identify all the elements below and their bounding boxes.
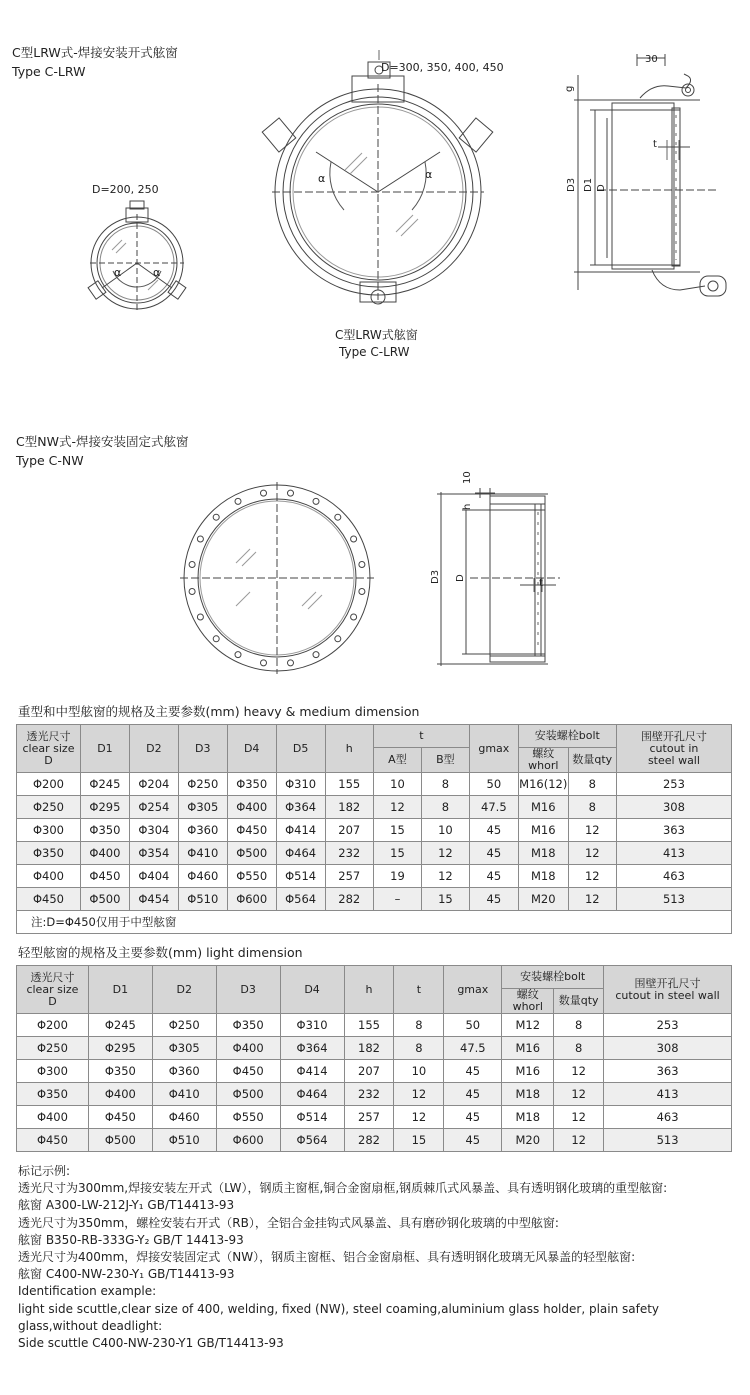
table-cell: Φ500: [216, 1083, 280, 1106]
table-cell: 282: [325, 888, 373, 911]
table1-header-d4: D4: [227, 725, 276, 773]
table1-header-qty: 数量qty: [568, 748, 616, 773]
table1-header-clear-size: 透光尺寸 clear size D: [17, 725, 81, 773]
table-cell: 8: [554, 1014, 604, 1037]
table-cell: Φ364: [280, 1037, 344, 1060]
table-cell: 10: [373, 773, 421, 796]
table-cell: 45: [469, 819, 518, 842]
bolt-hole: [261, 490, 267, 496]
table-cell: Φ350: [88, 1060, 152, 1083]
table-cell: Φ360: [178, 819, 227, 842]
table-cell: 15: [373, 819, 421, 842]
table-row: [17, 819, 732, 842]
section1-title-cn: C型LRW式-焊接安装开式舷窗: [12, 45, 178, 60]
table-cell: 8: [554, 1037, 604, 1060]
table-cell: Φ450: [80, 865, 129, 888]
table-cell: Φ245: [88, 1014, 152, 1037]
bolt-hole: [351, 536, 357, 542]
dim-d-label-nw: D: [455, 574, 466, 582]
table-cell: 12: [421, 842, 469, 865]
table1-header-t: t: [373, 725, 469, 748]
bolt-hole: [213, 636, 219, 642]
table-cell: Φ304: [129, 819, 178, 842]
table-cell: 45: [444, 1129, 502, 1152]
table-row: [17, 1060, 732, 1083]
small-size-label: D=200, 250: [92, 183, 159, 196]
table-cell: 8: [421, 796, 469, 819]
table-cell: 8: [421, 773, 469, 796]
table-cell: Φ514: [276, 865, 325, 888]
table-cell: Φ254: [129, 796, 178, 819]
table-cell: 232: [344, 1083, 394, 1106]
table-cell: 12: [554, 1060, 604, 1083]
table2-header-cutout: 围壁开孔尺寸 cutout in steel wall: [604, 966, 732, 1014]
table1-header-h: h: [325, 725, 373, 773]
table-cell: Φ250: [152, 1014, 216, 1037]
table1-note-row: [17, 911, 732, 934]
table-cell: 50: [469, 773, 518, 796]
table-cell: Φ350: [216, 1014, 280, 1037]
c-nw-front-view: [180, 482, 374, 674]
table2-header-t: t: [394, 966, 444, 1014]
table-cell: Φ250: [17, 796, 81, 819]
table-cell: Φ450: [17, 888, 81, 911]
table-cell: Φ295: [88, 1037, 152, 1060]
table-cell: Φ400: [216, 1037, 280, 1060]
dim-h-label: h: [462, 503, 473, 510]
table-cell: M20: [518, 888, 568, 911]
table-cell: M18: [502, 1083, 554, 1106]
table-cell: 45: [469, 865, 518, 888]
table-cell: 12: [373, 796, 421, 819]
table-cell: Φ500: [227, 842, 276, 865]
large-size-label: D=300, 350, 400, 450: [381, 61, 504, 74]
table-cell: Φ550: [216, 1106, 280, 1129]
table-cell: M18: [518, 865, 568, 888]
table2-header-d1: D1: [88, 966, 152, 1014]
note-line: 透光尺寸为300mm,焊接安装左开式（LW），钢质主窗框,铜合金窗扇框,钢质棘爪式风暴盖、具有透明钢化玻璃的重型舷窗:: [18, 1181, 668, 1196]
table-cell: Φ564: [276, 888, 325, 911]
table-cell: Φ250: [17, 1037, 89, 1060]
table-cell: –: [373, 888, 421, 911]
table-cell: Φ310: [280, 1014, 344, 1037]
table-cell: M18: [502, 1106, 554, 1129]
table2-header-gmax: gmax: [444, 966, 502, 1014]
table-cell: 8: [568, 796, 616, 819]
table-cell: Φ564: [280, 1129, 344, 1152]
table-cell: Φ350: [17, 842, 81, 865]
table-cell: 513: [616, 888, 731, 911]
table-cell: 207: [325, 819, 373, 842]
table1-header-t-a: A型: [373, 748, 421, 773]
table-cell: M16: [518, 819, 568, 842]
table-cell: Φ550: [227, 865, 276, 888]
table-cell: 10: [421, 819, 469, 842]
table-cell: 463: [604, 1106, 732, 1129]
table-cell: 45: [444, 1060, 502, 1083]
table-cell: Φ454: [129, 888, 178, 911]
bolt-hole: [335, 636, 341, 642]
section1-title-en: Type C-LRW: [12, 64, 86, 79]
note-line: light side scuttle,clear size of 400, welding, fixed (NW), steel coaming,aluminium glass holder, plain safety glass,without deadlight:: [18, 1301, 660, 1333]
table-row: [17, 1014, 732, 1037]
table-cell: 463: [616, 865, 731, 888]
table-cell: 413: [616, 842, 731, 865]
table-cell: Φ460: [178, 865, 227, 888]
heavy-medium-spec-table: [16, 724, 732, 934]
table-cell: Φ300: [17, 1060, 89, 1083]
table1-header-d1: D1: [80, 725, 129, 773]
table-cell: 8: [394, 1037, 444, 1060]
table-cell: Φ450: [17, 1129, 89, 1152]
table-cell: Φ245: [80, 773, 129, 796]
table-cell: 10: [394, 1060, 444, 1083]
alpha-label-small-right: α: [153, 266, 161, 279]
table-cell: Φ200: [17, 773, 81, 796]
bolt-hole: [288, 490, 294, 496]
table-cell: 8: [394, 1014, 444, 1037]
table-cell: 12: [568, 819, 616, 842]
table-cell: 257: [325, 865, 373, 888]
table-cell: Φ510: [178, 888, 227, 911]
table1-header-t-b: B型: [421, 748, 469, 773]
table-cell: 47.5: [444, 1037, 502, 1060]
figure1-caption-en: Type C-LRW: [339, 345, 410, 359]
table2-title: 轻型舷窗的规格及主要参数(mm) light dimension: [18, 945, 303, 960]
table-cell: Φ410: [178, 842, 227, 865]
table-cell: Φ360: [152, 1060, 216, 1083]
bolt-hole: [313, 498, 319, 504]
table-cell: 513: [604, 1129, 732, 1152]
table-cell: 12: [394, 1106, 444, 1129]
table1-header-whorl: 螺纹whorl: [518, 748, 568, 773]
dim-d3-label-nw: D3: [430, 569, 441, 584]
table-row: [17, 773, 732, 796]
table-cell: 47.5: [469, 796, 518, 819]
light-spec-table: [16, 965, 732, 1152]
table1-header-d2: D2: [129, 725, 178, 773]
table-cell: Φ460: [152, 1106, 216, 1129]
dim-t-label: t: [653, 139, 657, 150]
table-row: [17, 1106, 732, 1129]
table-cell: Φ404: [129, 865, 178, 888]
table-cell: 8: [568, 773, 616, 796]
table1-title: 重型和中型舷窗的规格及主要参数(mm) heavy & medium dimension: [18, 704, 420, 719]
table-cell: Φ510: [152, 1129, 216, 1152]
table-row: [17, 796, 732, 819]
table-cell: 363: [616, 819, 731, 842]
table-cell: M18: [518, 842, 568, 865]
table-row: [17, 888, 732, 911]
table-cell: 12: [394, 1083, 444, 1106]
dim-g-label: g: [564, 85, 575, 92]
dim-d-label: D: [596, 184, 607, 192]
table2-header-bolt: 安装螺栓bolt: [502, 966, 604, 989]
table-cell: 15: [373, 842, 421, 865]
note-line: Identification example:: [18, 1284, 157, 1299]
dim-t-label-nw: t: [539, 578, 543, 589]
table1-header-gmax: gmax: [469, 725, 518, 773]
bolt-hole: [235, 652, 241, 658]
table-cell: 12: [568, 888, 616, 911]
table-cell: Φ350: [80, 819, 129, 842]
table-cell: Φ204: [129, 773, 178, 796]
table-cell: Φ350: [17, 1083, 89, 1106]
bolt-hole: [359, 589, 365, 595]
table-cell: M20: [502, 1129, 554, 1152]
bolt-hole: [313, 652, 319, 658]
bolt-hole: [359, 562, 365, 568]
table-cell: Φ354: [129, 842, 178, 865]
table-cell: 363: [604, 1060, 732, 1083]
table1-header-cutout: 围壁开孔尺寸 cutout in steel wall: [616, 725, 731, 773]
table-cell: Φ514: [280, 1106, 344, 1129]
table-cell: 45: [444, 1083, 502, 1106]
table-cell: Φ400: [80, 842, 129, 865]
table-cell: 257: [344, 1106, 394, 1129]
note-line: 舷窗 A300-LW-212J-Y₁ GB/T14413-93: [18, 1198, 235, 1213]
table-cell: 253: [604, 1014, 732, 1037]
table-row: [17, 1129, 732, 1152]
section2-title-cn: C型NW式-焊接安装固定式舷窗: [16, 434, 189, 449]
section2-title-en: Type C-NW: [16, 453, 84, 468]
table-cell: M16: [518, 796, 568, 819]
table-cell: Φ400: [88, 1083, 152, 1106]
table-cell: Φ464: [276, 842, 325, 865]
bolt-hole: [197, 536, 203, 542]
table-cell: Φ600: [216, 1129, 280, 1152]
table1-body: [17, 773, 732, 911]
table-cell: 155: [325, 773, 373, 796]
table-row: [17, 842, 732, 865]
table-cell: 182: [344, 1037, 394, 1060]
table1-header-row-1: [17, 725, 732, 748]
note-line: 标记示例:: [18, 1164, 71, 1178]
table-cell: 308: [616, 796, 731, 819]
table-cell: M16(12): [518, 773, 568, 796]
table-cell: Φ414: [280, 1060, 344, 1083]
table-cell: Φ364: [276, 796, 325, 819]
table-cell: Φ414: [276, 819, 325, 842]
note-line: 舷窗 C400-NW-230-Y₁ GB/T14413-93: [18, 1267, 235, 1282]
table-cell: M12: [502, 1014, 554, 1037]
table-cell: 12: [568, 865, 616, 888]
dim-d1-label: D1: [583, 177, 594, 192]
table-cell: Φ200: [17, 1014, 89, 1037]
table-cell: 232: [325, 842, 373, 865]
table1-note: 注:D=Φ450仅用于中型舷窗: [17, 911, 732, 934]
bolt-hole: [189, 589, 195, 595]
table-cell: 207: [344, 1060, 394, 1083]
table1-header-d5: D5: [276, 725, 325, 773]
table2-header-d3: D3: [216, 966, 280, 1014]
table-cell: 45: [469, 842, 518, 865]
bolt-hole: [351, 614, 357, 620]
table-cell: Φ450: [227, 819, 276, 842]
alpha-label-large-left: α: [318, 172, 326, 185]
table-cell: 413: [604, 1083, 732, 1106]
table-cell: 12: [554, 1106, 604, 1129]
table-cell: Φ300: [17, 819, 81, 842]
table-cell: Φ295: [80, 796, 129, 819]
table-cell: Φ600: [227, 888, 276, 911]
table-cell: Φ400: [227, 796, 276, 819]
table-cell: 50: [444, 1014, 502, 1037]
table-cell: 308: [604, 1037, 732, 1060]
table-cell: Φ464: [280, 1083, 344, 1106]
table2-header-clear-size: 透光尺寸 clear size D: [17, 966, 89, 1014]
table-cell: 45: [444, 1106, 502, 1129]
table-cell: Φ500: [80, 888, 129, 911]
table2-header-qty: 数量qty: [554, 989, 604, 1014]
table-row: [17, 1083, 732, 1106]
table-cell: Φ305: [152, 1037, 216, 1060]
table-cell: Φ250: [178, 773, 227, 796]
table-cell: 282: [344, 1129, 394, 1152]
table-cell: M16: [502, 1037, 554, 1060]
bolt-hole: [261, 660, 267, 666]
table-cell: 45: [469, 888, 518, 911]
table-cell: Φ305: [178, 796, 227, 819]
table-cell: 12: [568, 842, 616, 865]
table-row: [17, 1037, 732, 1060]
table-cell: Φ310: [276, 773, 325, 796]
bolt-hole: [189, 562, 195, 568]
table-row: [17, 865, 732, 888]
table-cell: Φ400: [17, 865, 81, 888]
note-line: 透光尺寸为400mm，焊接安装固定式（NW），钢质主窗框、铝合金窗扇框、具有透明钢化玻璃无风暴盖的轻型舷窗:: [18, 1250, 636, 1265]
note-line: Side scuttle C400-NW-230-Y1 GB/T14413-93: [18, 1336, 284, 1351]
bolt-hole: [213, 514, 219, 520]
note-line: 透光尺寸为350mm，螺栓安装右开式（RB），全铝合金挂钩式风暴盖、具有磨砂钢化玻璃的中型舷窗:: [18, 1215, 559, 1230]
bolt-hole: [335, 514, 341, 520]
table2-body: [17, 1014, 732, 1152]
alpha-label-small-left: α: [114, 266, 122, 279]
table-cell: 12: [554, 1083, 604, 1106]
table-cell: M16: [502, 1060, 554, 1083]
identification-notes: [18, 1163, 733, 1352]
table-cell: 15: [421, 888, 469, 911]
note-line: 舷窗 B350-RB-333G-Y₂ GB/T 14413-93: [18, 1232, 244, 1247]
table2-header-d4: D4: [280, 966, 344, 1014]
table2-header-whorl: 螺纹whorl: [502, 989, 554, 1014]
table-cell: Φ500: [88, 1129, 152, 1152]
alpha-label-large-right: α: [425, 168, 433, 181]
table1-header-d3: D3: [178, 725, 227, 773]
dim-30-label: 30: [645, 54, 658, 65]
table-cell: 12: [421, 865, 469, 888]
dim-d3-label: D3: [566, 177, 577, 192]
table1-header-bolt: 安装螺栓bolt: [518, 725, 616, 748]
table-cell: Φ400: [17, 1106, 89, 1129]
table-cell: 19: [373, 865, 421, 888]
table-cell: Φ410: [152, 1083, 216, 1106]
bolt-hole: [288, 660, 294, 666]
table2-header-h: h: [344, 966, 394, 1014]
table-cell: 155: [344, 1014, 394, 1037]
table-cell: 12: [554, 1129, 604, 1152]
table2-header-row-1: [17, 966, 732, 989]
table-cell: Φ450: [216, 1060, 280, 1083]
table-cell: 15: [394, 1129, 444, 1152]
table-cell: Φ350: [227, 773, 276, 796]
table2-header-d2: D2: [152, 966, 216, 1014]
table-cell: Φ450: [88, 1106, 152, 1129]
table-cell: 182: [325, 796, 373, 819]
figure1-caption-cn: C型LRW式舷窗: [335, 328, 418, 342]
bolt-hole: [197, 614, 203, 620]
table-cell: 253: [616, 773, 731, 796]
bolt-hole: [235, 498, 241, 504]
dim-10-label: 10: [462, 471, 473, 484]
